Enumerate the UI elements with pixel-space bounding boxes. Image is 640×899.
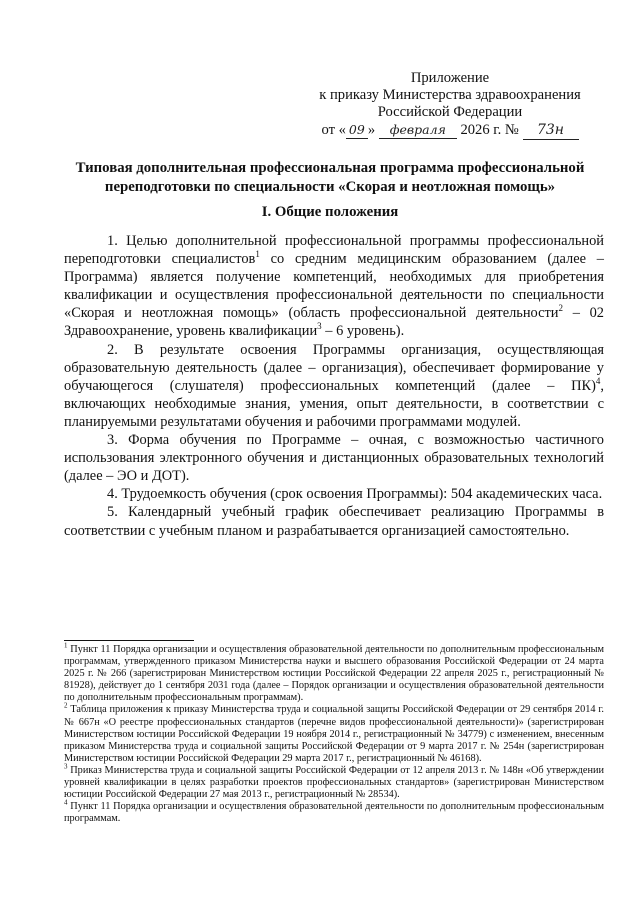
header-order-ref: к приказу Министерства здравоохранения	[319, 87, 581, 103]
document-title: Типовая дополнительная профессиональная программа профессиональной переподготовки по специальности «Скорая и неотложная помощь»	[75, 160, 585, 195]
footnote-3-text: Приказ Министерства труда и социальной защиты Российской Федерации от 12 апреля 2013 г. № 148н «Об утверждении уровней квалификации в целях разработки проектов профессиональных стандартов» (зарегистрирован Министерством юстиции Российской Федерации 27 мая 2013 г., регистрационный № 28534).	[64, 764, 604, 801]
footnote-1-mark: 1	[64, 641, 68, 650]
paragraph-1-part-a: 1. Целью дополнительной профессиональной программы профессиональной переподготовки специалистов	[64, 233, 604, 268]
footnote-4-mark: 4	[64, 798, 68, 807]
handwritten-day: 09	[346, 121, 368, 139]
footnote-ref-4: 4	[595, 375, 601, 386]
header-date-line	[300, 121, 600, 140]
footnote-2	[64, 704, 604, 764]
footnote-ref-2: 2	[558, 303, 563, 314]
date-prefix: от «	[321, 122, 346, 138]
paragraph-5: 5. Календарный учебный график обеспечивает реализацию Программы в соответствии с учебным планом и разрабатывается организацией самостоятельно.	[64, 504, 604, 539]
paragraph-1-part-d: – 6 уровень).	[321, 323, 405, 340]
paragraph-1-part-b: со средним медицинским образованием (далее – Программа) является получение компетенций, необходимых для приобретения квалификации и осуществления профессиональной деятельности по специальности «Скорая и неотложная помощь» (область профессиональной деятельности	[64, 251, 604, 322]
paragraph-2-part-b: , включающих необходимые знания, умения, опыт деятельности, в соответствии с планируемыми результатами обучения и рабочими программами модулей.	[64, 377, 604, 430]
handwritten-month: февраля	[379, 121, 457, 139]
footnote-1	[64, 641, 605, 704]
footnote-3	[64, 762, 604, 801]
footnote-4	[64, 798, 605, 825]
order-header	[300, 70, 600, 140]
header-appendix: Приложение	[410, 70, 490, 86]
header-federation: Российской Федерации	[377, 104, 523, 120]
paragraph-1-part-c: – 02 Здравоохранение, уровень квалификации	[64, 305, 604, 340]
footnote-3-mark: 3	[64, 762, 68, 771]
paragraph-4: 4. Трудоемкость обучения (срок освоения Программы): 504 академических часа.	[107, 486, 603, 503]
section-title: I. Общие положения	[261, 204, 399, 220]
paragraph-2	[64, 341, 604, 431]
paragraph-3: 3. Форма обучения по Программе – очная, с возможностью частичного использования электронного обучения и дистанционных образовательных технологий (далее – ЭО и ДОТ).	[64, 432, 604, 485]
body-text	[64, 232, 604, 540]
footnotes	[64, 641, 605, 825]
footnote-ref-1: 1	[255, 249, 260, 260]
date-close: »	[367, 122, 376, 138]
footnote-2-mark: 2	[64, 702, 68, 711]
footnote-divider	[64, 640, 194, 641]
handwritten-order-number: 73н	[523, 122, 579, 140]
footnote-ref-3: 3	[317, 321, 322, 332]
date-year: 2026 г. №	[460, 122, 519, 138]
footnote-1-text: Пункт 11 Порядка организации и осуществления образовательной деятельности по дополнительным профессиональным программам, утвержденного приказом Министерства науки и высшего образования Российской Федерации от 24 марта 2025 г. № 266 (зарегистрирован Министерством юстиции Российской Федерации 22 апреля 2025 г., регистрационный № 81928), действует до 1 сентября 2031 года (далее – Порядок организации и осуществления образовательной деятельности по дополнительным профессиональным программам).	[64, 644, 605, 704]
footnote-2-text: Таблица приложения к приказу Министерства труда и социальной защиты Российской Федерации от 29 сентября 2014 г. № 667н «О реестре профессиональных стандартов (перечне видов профессиональной деятельности)» (зарегистрирован Министерством юстиции Российской Федерации 19 ноября 2014 г., регистрационный № 34779) с изменением, внесенным приказом Министерства труда и социальной защиты Российской Федерации от 9 марта 2017 г. № 254н (зарегистрирован Министерством юстиции Российской Федерации 29 марта 2017 г., регистрационный № 46168).	[64, 704, 604, 764]
paragraph-2-part-a: 2. В результате освоения Программы организация, осуществляющая образовательную деятельность (далее – организация), обеспечивает формирование у обучающегося (слушателя) профессиональных компетенций (далее – ПК)	[64, 341, 604, 394]
footnote-4-text: Пункт 11 Порядка организации и осуществления образовательной деятельности по дополнительным профессиональным программам.	[64, 801, 605, 825]
paragraph-1	[64, 232, 604, 341]
